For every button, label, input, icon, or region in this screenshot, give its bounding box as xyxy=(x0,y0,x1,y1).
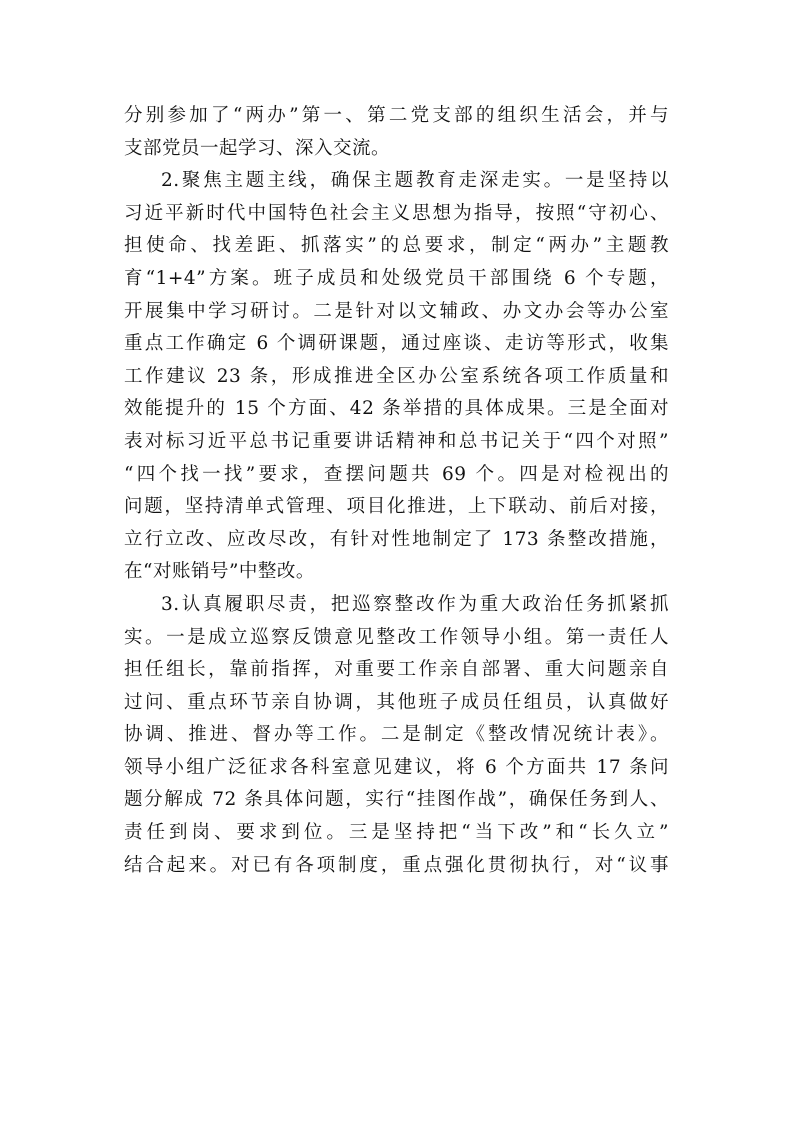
text-line: 重点工作确定 6 个调研课题，通过座谈、走访等形式，收集 xyxy=(124,333,669,355)
text-line: 育“1+4”方案。班子成员和处级党员干部围绕 6 个专题， xyxy=(124,267,669,289)
text-line: 责任到岗、要求到位。三是坚持把“当下改”和“长久立” xyxy=(124,822,669,844)
text-line: 实。一是成立巡察反馈意见整改工作领导小组。第一责任人 xyxy=(124,626,669,648)
text-line: 协调、推进、督办等工作。二是制定《整改情况统计表》。 xyxy=(124,724,669,746)
text-line: 在“对账销号”中整改。 xyxy=(124,561,315,583)
text-line: 3.认真履职尽责，把巡察整改作为重大政治任务抓紧抓 xyxy=(161,593,669,615)
text-line: 立行立改、应改尽改，有针对性地制定了 173 条整改措施， xyxy=(124,528,669,550)
text-line: 分别参加了“两办”第一、第二党支部的组织生活会，并与 xyxy=(124,105,669,126)
text-line: 工作建议 23 条，形成推进全区办公室系统各项工作质量和 xyxy=(124,365,669,387)
text-line: 表对标习近平总书记重要讲话精神和总书记关于“四个对照” xyxy=(124,430,669,452)
text-line: 担任组长，靠前指挥，对重要工作亲自部署、重大问题亲自 xyxy=(124,659,669,681)
text-line: 担使命、找差距、抓落实”的总要求，制定“两办”主题教 xyxy=(124,235,669,257)
text-line: 过问、重点环节亲自协调，其他班子成员任组员，认真做好 xyxy=(124,691,669,713)
text-line: 支部党员一起学习、深入交流。 xyxy=(124,137,391,159)
text-line: “四个找一找”要求，查摆问题共 69 个。四是对检视出的 xyxy=(124,463,669,485)
text-line: 结合起来。对已有各项制度，重点强化贯彻执行，对“议事 xyxy=(124,854,669,876)
text-line: 问题，坚持清单式管理、项目化推进，上下联动、前后对接， xyxy=(124,496,669,518)
text-line: 开展集中学习研讨。二是针对以文辅政、办文办会等办公室 xyxy=(124,300,669,322)
text-line: 效能提升的 15 个方面、42 条举措的具体成果。三是全面对 xyxy=(124,398,669,420)
document-body xyxy=(124,100,669,882)
text-line: 习近平新时代中国特色社会主义思想为指导，按照“守初心、 xyxy=(124,202,669,224)
text-line: 题分解成 72 条具体问题，实行“挂图作战”，确保任务到人、 xyxy=(124,789,669,811)
text-line: 2.聚焦主题主线，确保主题教育走深走实。一是坚持以 xyxy=(161,170,669,192)
text-line: 领导小组广泛征求各科室意见建议，将 6 个方面共 17 条问 xyxy=(124,756,669,778)
